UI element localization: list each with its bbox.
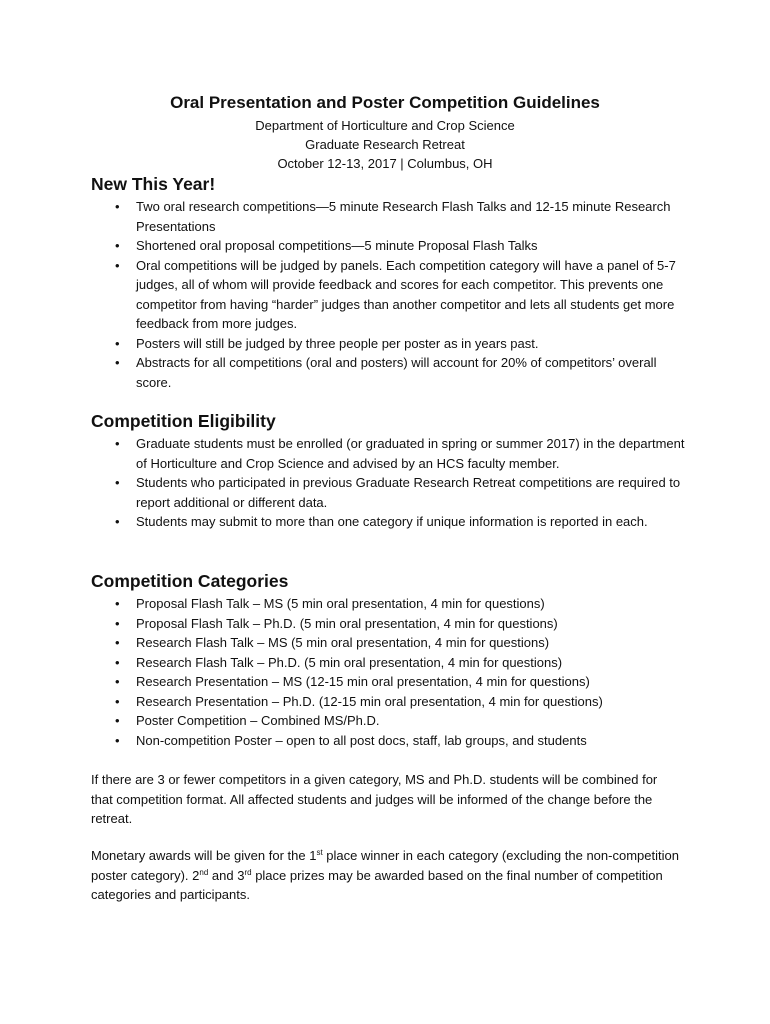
bullet-icon: • (115, 693, 120, 709)
list-item: • Research Flash Talk – MS (5 min oral presentation, 4 min for questions) (91, 633, 691, 653)
list-item: • Proposal Flash Talk – Ph.D. (5 min oral presentation, 4 min for questions) (91, 614, 691, 634)
list-item: • Poster Competition – Combined MS/Ph.D. (91, 711, 691, 731)
bullet-icon: • (115, 257, 120, 273)
bullet-icon: • (115, 199, 120, 214)
bullet-icon: • (115, 732, 120, 748)
bullet-icon: • (115, 238, 120, 253)
monetary-awards-paragraph: Monetary awards will be given for the 1st place winner in each category (excluding the non-competition poster category). 2nd and 3rd place prizes may be awarded based on the final number of competition categories and participants. (91, 848, 679, 902)
section-heading-eligibility: Competition Eligibility (91, 411, 276, 431)
date-location-line: October 12-13, 2017 | Columbus, OH (277, 156, 493, 171)
list-item: • Posters will still be judged by three people per poster as in years past. (91, 334, 691, 354)
bullet-icon: • (115, 596, 120, 611)
department-line: Department of Horticulture and Crop Science (255, 118, 515, 133)
bullet-icon: • (115, 615, 120, 631)
bullet-icon: • (115, 475, 120, 490)
section-heading-categories: Competition Categories (91, 571, 289, 591)
bullet-icon: • (115, 436, 120, 451)
bullet-icon: • (115, 674, 120, 689)
list-item: • Students may submit to more than one category if unique information is reported in each. (91, 512, 691, 532)
list-item: • Graduate students must be enrolled (or graduated in spring or summer 2017) in the department of Horticulture and Crop Science and advised by an HCS faculty member. (115, 436, 685, 471)
list-item: • Students who participated in previous Graduate Research Retreat competitions are required to report additional or different data. (115, 475, 681, 510)
bullet-icon: • (115, 654, 120, 670)
event-line: Graduate Research Retreat (305, 137, 465, 152)
list-item: • Research Flash Talk – Ph.D. (5 min oral presentation, 4 min for questions) (91, 653, 691, 673)
list-item: • Abstracts for all competitions (oral and posters) will account for 20% of competitors’ overall score. (115, 355, 657, 390)
list-item: • Two oral research competitions—5 minute Research Flash Talks and 12-15 minute Research Presentations (115, 199, 671, 234)
combined-category-paragraph: If there are 3 or fewer competitors in a given category, MS and Ph.D. students will be combined for that competition format. All affected students and judges will be informed of the change before the retreat. (91, 772, 658, 826)
bullet-icon: • (115, 713, 120, 728)
list-item: • Oral competitions will be judged by panels. Each competition category will have a panel of 5-7 judges, all of whom will provide feedback and scores for each competitor. This prevents one competitor from having “harder” judges than another competitor and lets all students get more feedback from more judges. (115, 257, 676, 331)
new-this-year-list (91, 197, 691, 392)
list-item: • Shortened oral proposal competitions—5 minute Proposal Flash Talks (91, 236, 691, 256)
list-item: • Non-competition Poster – open to all post docs, staff, lab groups, and students (91, 731, 691, 751)
bullet-icon: • (115, 635, 120, 650)
bullet-icon: • (115, 355, 120, 370)
categories-list (91, 594, 691, 750)
section-heading-new-this-year: New This Year! (91, 174, 216, 194)
bullet-icon: • (115, 514, 120, 529)
list-item: • Research Presentation – MS (12-15 min oral presentation, 4 min for questions) (91, 672, 691, 692)
bullet-icon: • (115, 335, 120, 351)
list-item: • Proposal Flash Talk – MS (5 min oral presentation, 4 min for questions) (91, 594, 691, 614)
list-item: • Research Presentation – Ph.D. (12-15 min oral presentation, 4 min for questions) (91, 692, 691, 712)
eligibility-list (91, 434, 691, 532)
document-title: Oral Presentation and Poster Competition Guidelines (170, 93, 600, 112)
